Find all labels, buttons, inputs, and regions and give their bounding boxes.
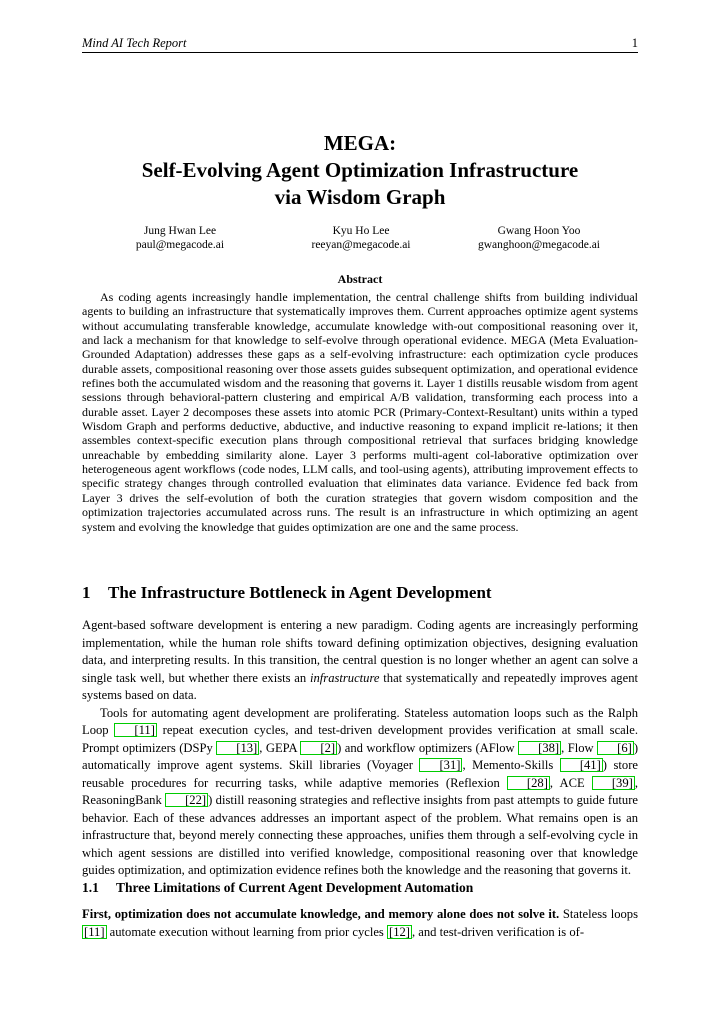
title-line-1: MEGA: (323, 131, 397, 155)
citation-link[interactable]: [6] (597, 741, 634, 755)
text-run: , ACE (549, 775, 592, 790)
text-run: Agent-based software development is entering a new paradigm. Coding agents are increasingly performing implementation, while the human role shifts toward defining optimization objectives, designing evaluation data, and interpreting results. In this transition, the central question is no longer whether an agent can solve a single task well, but whether there exists an (82, 618, 638, 685)
citation-link[interactable]: [12] (389, 924, 410, 939)
author-name: Kyu Ho Lee (332, 225, 390, 237)
citation-link[interactable]: [11] (84, 924, 105, 939)
subsection-body (82, 906, 638, 941)
author-name: Jung Hwan Lee (143, 225, 217, 237)
subsection-title: Three Limitations of Current Agent Development Automation (116, 880, 474, 895)
title-line-2: Self-Evolving Agent Optimization Infrastructure (141, 158, 579, 182)
text-run: Stateless loops (559, 907, 638, 921)
citation-link[interactable]: [2] (300, 741, 337, 755)
abstract-text: As coding agents increasingly handle implementation, the central challenge shifts from building individual agents to building an infrastructure that systematically improves them. Current approaches optimize agent systems without accumulating transferable knowledge, accumulate knowledge with-out compositional reasoning over it, and lack a mechanism for that knowledge to self-evolve through operational evidence. MEGA (Meta Evaluation-Grounded Adaptation) addresses these gaps as a self-evolving infrastructure: each optimization cycle produces durable assets, compositional reasoning over those assets guides subsequent optimization, and operational evidence refines both the accumulated wisdom and the reasoning that governs it. Layer 1 distills reusable wisdom from agent sessions through behavioral-pattern clustering and empirical A/B validation, transforming each process into a durable asset. Layer 2 decomposes these assets into atomic PCR (Primary-Context-Resultant) units within a typed Wisdom Graph and performs deductive, abductive, and inductive reasoning to expand implicit re-lations; it then assembles context-specific execution plans through compositional retrieval that surfaces bridging knowledge unreachable by embedding similarity alone. Layer 3 performs multi-agent col-laborative optimization over heterogeneous agent workflows (code nodes, LLM calls, and tool-using agents), attributing improvement effects to specific strategy changes through controlled evaluation that eliminates data variance. Evidence fed back from Layer 3 drives the self-evolution of both the curation strategies that govern wisdom composition and the optimization trajectories accumulated across runs. The result is an infrastructure in which optimizing an agent system and evolving the knowledge that guides optimization are one and the same process. (82, 290, 638, 534)
section-title: The Infrastructure Bottleneck in Agent Development (108, 583, 492, 602)
text-run: ) distill reasoning strategies and reflective insights from past attempts to guide future behavior. Each of these advances addresses an important aspect of the problem. What remains open is an infrastructure that, beyond merely connecting these approaches, unifies them through a self-evolving cycle in which agent sessions are distilled into verified knowledge, compositional reasoning over that knowledge guides optimization, and optimization evidence refines both the knowledge and the reasoning that governs it. (82, 793, 638, 877)
bold-lead: First, optimization does not accumulate knowledge, and memory alone does not solve it. (82, 907, 560, 921)
section-heading (82, 583, 638, 603)
text-run: Tools for automating agent development are proliferating. Stateless automation loops such as the Ralph Loop (82, 705, 638, 737)
paragraph-1 (82, 617, 638, 705)
journal-name: Mind AI Tech Report (82, 36, 187, 50)
text-run: ) and workflow optimizers (AFlow (337, 740, 519, 755)
page-number: 1 (631, 36, 638, 50)
citation-link[interactable]: [38] (518, 741, 561, 755)
paragraph-3 (82, 906, 638, 941)
citation-link[interactable]: [28] (507, 776, 550, 790)
citation-link[interactable]: [11] (114, 723, 157, 737)
section-number: 1 (82, 583, 91, 602)
author-email: reeyan@megacode.ai (311, 239, 411, 251)
running-header (82, 34, 638, 53)
citation-link[interactable]: [31] (419, 758, 462, 772)
citation-link[interactable]: [22] (165, 793, 208, 807)
title-line-3: via Wisdom Graph (274, 185, 446, 209)
paper-title (82, 130, 638, 211)
author-1 (90, 224, 270, 252)
citation-link[interactable]: [13] (216, 741, 259, 755)
citation-link[interactable]: [41] (560, 758, 603, 772)
text-run: ) automatically improve agent systems. Skill libraries (Voyager (82, 740, 639, 772)
text-run: repeat execution cycles, and test-driven development provides verification at small scale. Prompt optimizers (DSPy (82, 723, 639, 755)
text-run: , GEPA (259, 740, 301, 755)
text-run: , and test-driven verification is of- (411, 924, 585, 939)
section-body (82, 617, 638, 880)
subsection-number: 1.1 (82, 880, 99, 895)
author-2 (271, 224, 451, 252)
text-run: that systematically and repeatedly improves agent systems based on data. (82, 670, 638, 702)
paragraph-2 (82, 705, 638, 880)
author-3 (449, 224, 629, 252)
emphasis-text: infrastructure (310, 670, 380, 685)
author-email: paul@megacode.ai (135, 239, 225, 251)
author-email: gwanghoon@megacode.ai (477, 239, 601, 251)
citation-link[interactable]: [39] (592, 776, 635, 790)
text-run: , Flow (561, 740, 598, 755)
subsection-heading (82, 880, 638, 896)
text-run: automate execution without learning from prior cycles (106, 924, 387, 939)
text-run: , Memento-Skills (462, 758, 560, 772)
text-run: , ReasoningBank (82, 775, 638, 807)
abstract-heading: Abstract (337, 272, 383, 286)
author-name: Gwang Hoon Yoo (497, 225, 581, 237)
text-run: ) store reusable procedures for recurring tasks, while adaptive memories (Reflexion (82, 758, 638, 790)
